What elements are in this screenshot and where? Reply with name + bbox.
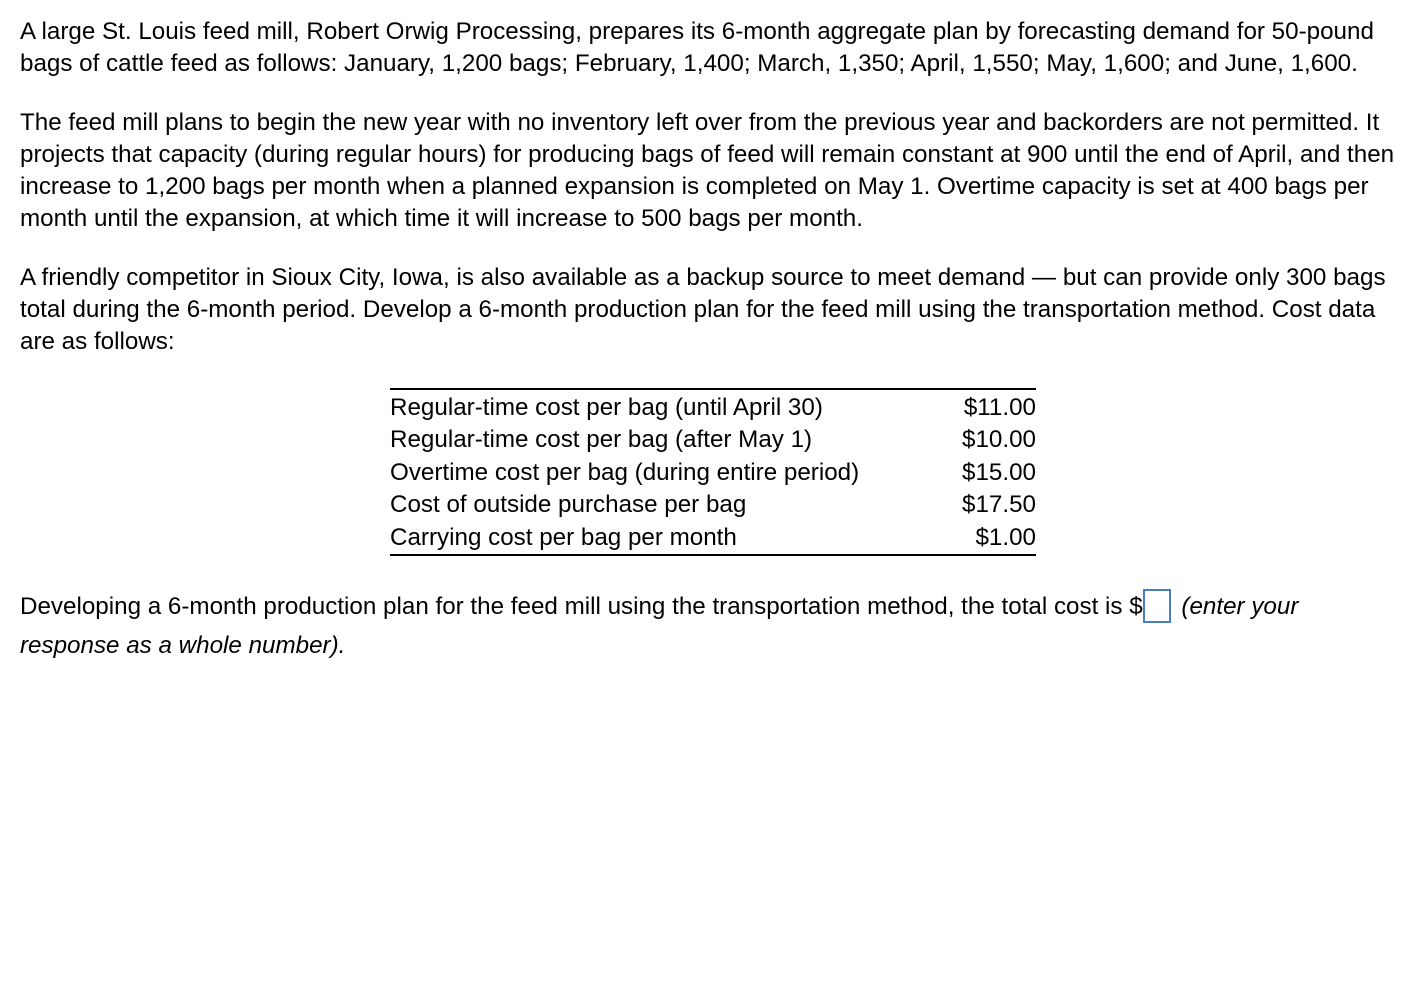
cost-value: $11.00 [963, 394, 1036, 421]
cost-label: Carrying cost per bag per month [390, 523, 737, 551]
table-row [390, 392, 1036, 424]
cost-label: Regular-time cost per bag (until April 30) [390, 394, 823, 421]
table-row [390, 457, 1036, 489]
cost-table [390, 392, 1036, 554]
cost-label: Regular-time cost per bag (after May 1) [390, 426, 813, 454]
problem-content [20, 16, 1398, 665]
problem-paragraph-capacity: The feed mill plans to begin the new year with no inventory left over from the previous year and backorders are not permitted. It projects that capacity (during regular hours) for producing bags of feed will remain constant at 900 until the end of April, and then increase to 1,200 bags per month when a planned expansion is completed on May 1. Overtime capacity is set at 400 bags per month until the expansion, at which time it will increase to 500 bags per month. [20, 109, 1395, 232]
answer-format-note: (enter your response as a whole number). [20, 593, 1299, 660]
answer-section [20, 587, 1398, 665]
total-cost-input[interactable] [1143, 589, 1171, 623]
cost-value: $1.00 [975, 523, 1036, 551]
cost-value: $15.00 [962, 458, 1036, 486]
table-row [390, 489, 1036, 521]
question-prompt: Developing a 6-month production plan for the feed mill using the transportation method, the total cost is $ [20, 593, 1143, 621]
cost-value: $10.00 [962, 426, 1036, 454]
cost-label: Cost of outside purchase per bag [390, 491, 747, 519]
problem-paragraph-competitor: A friendly competitor in Sioux City, Iowa, is also available as a backup source to meet demand — but can provide only 300 bags total during the 6-month period. Develop a 6-month production plan for the feed mill using the transportation method. Cost data are as follows: [20, 264, 1386, 355]
cost-label: Overtime cost per bag (during entire period) [390, 458, 860, 486]
table-row [390, 522, 1036, 554]
cost-value: $17.50 [962, 491, 1036, 519]
problem-paragraph-demand: A large St. Louis feed mill, Robert Orwig Processing, prepares its 6-month aggregate plan by forecasting demand for 50-pound bags of cattle feed as follows: January, 1,200 bags; February, 1,400; March, 1,350; April, 1,550; May, 1,600; and June, 1,600. [20, 18, 1374, 77]
table-row [390, 424, 1036, 456]
cost-data-table [390, 388, 1036, 556]
